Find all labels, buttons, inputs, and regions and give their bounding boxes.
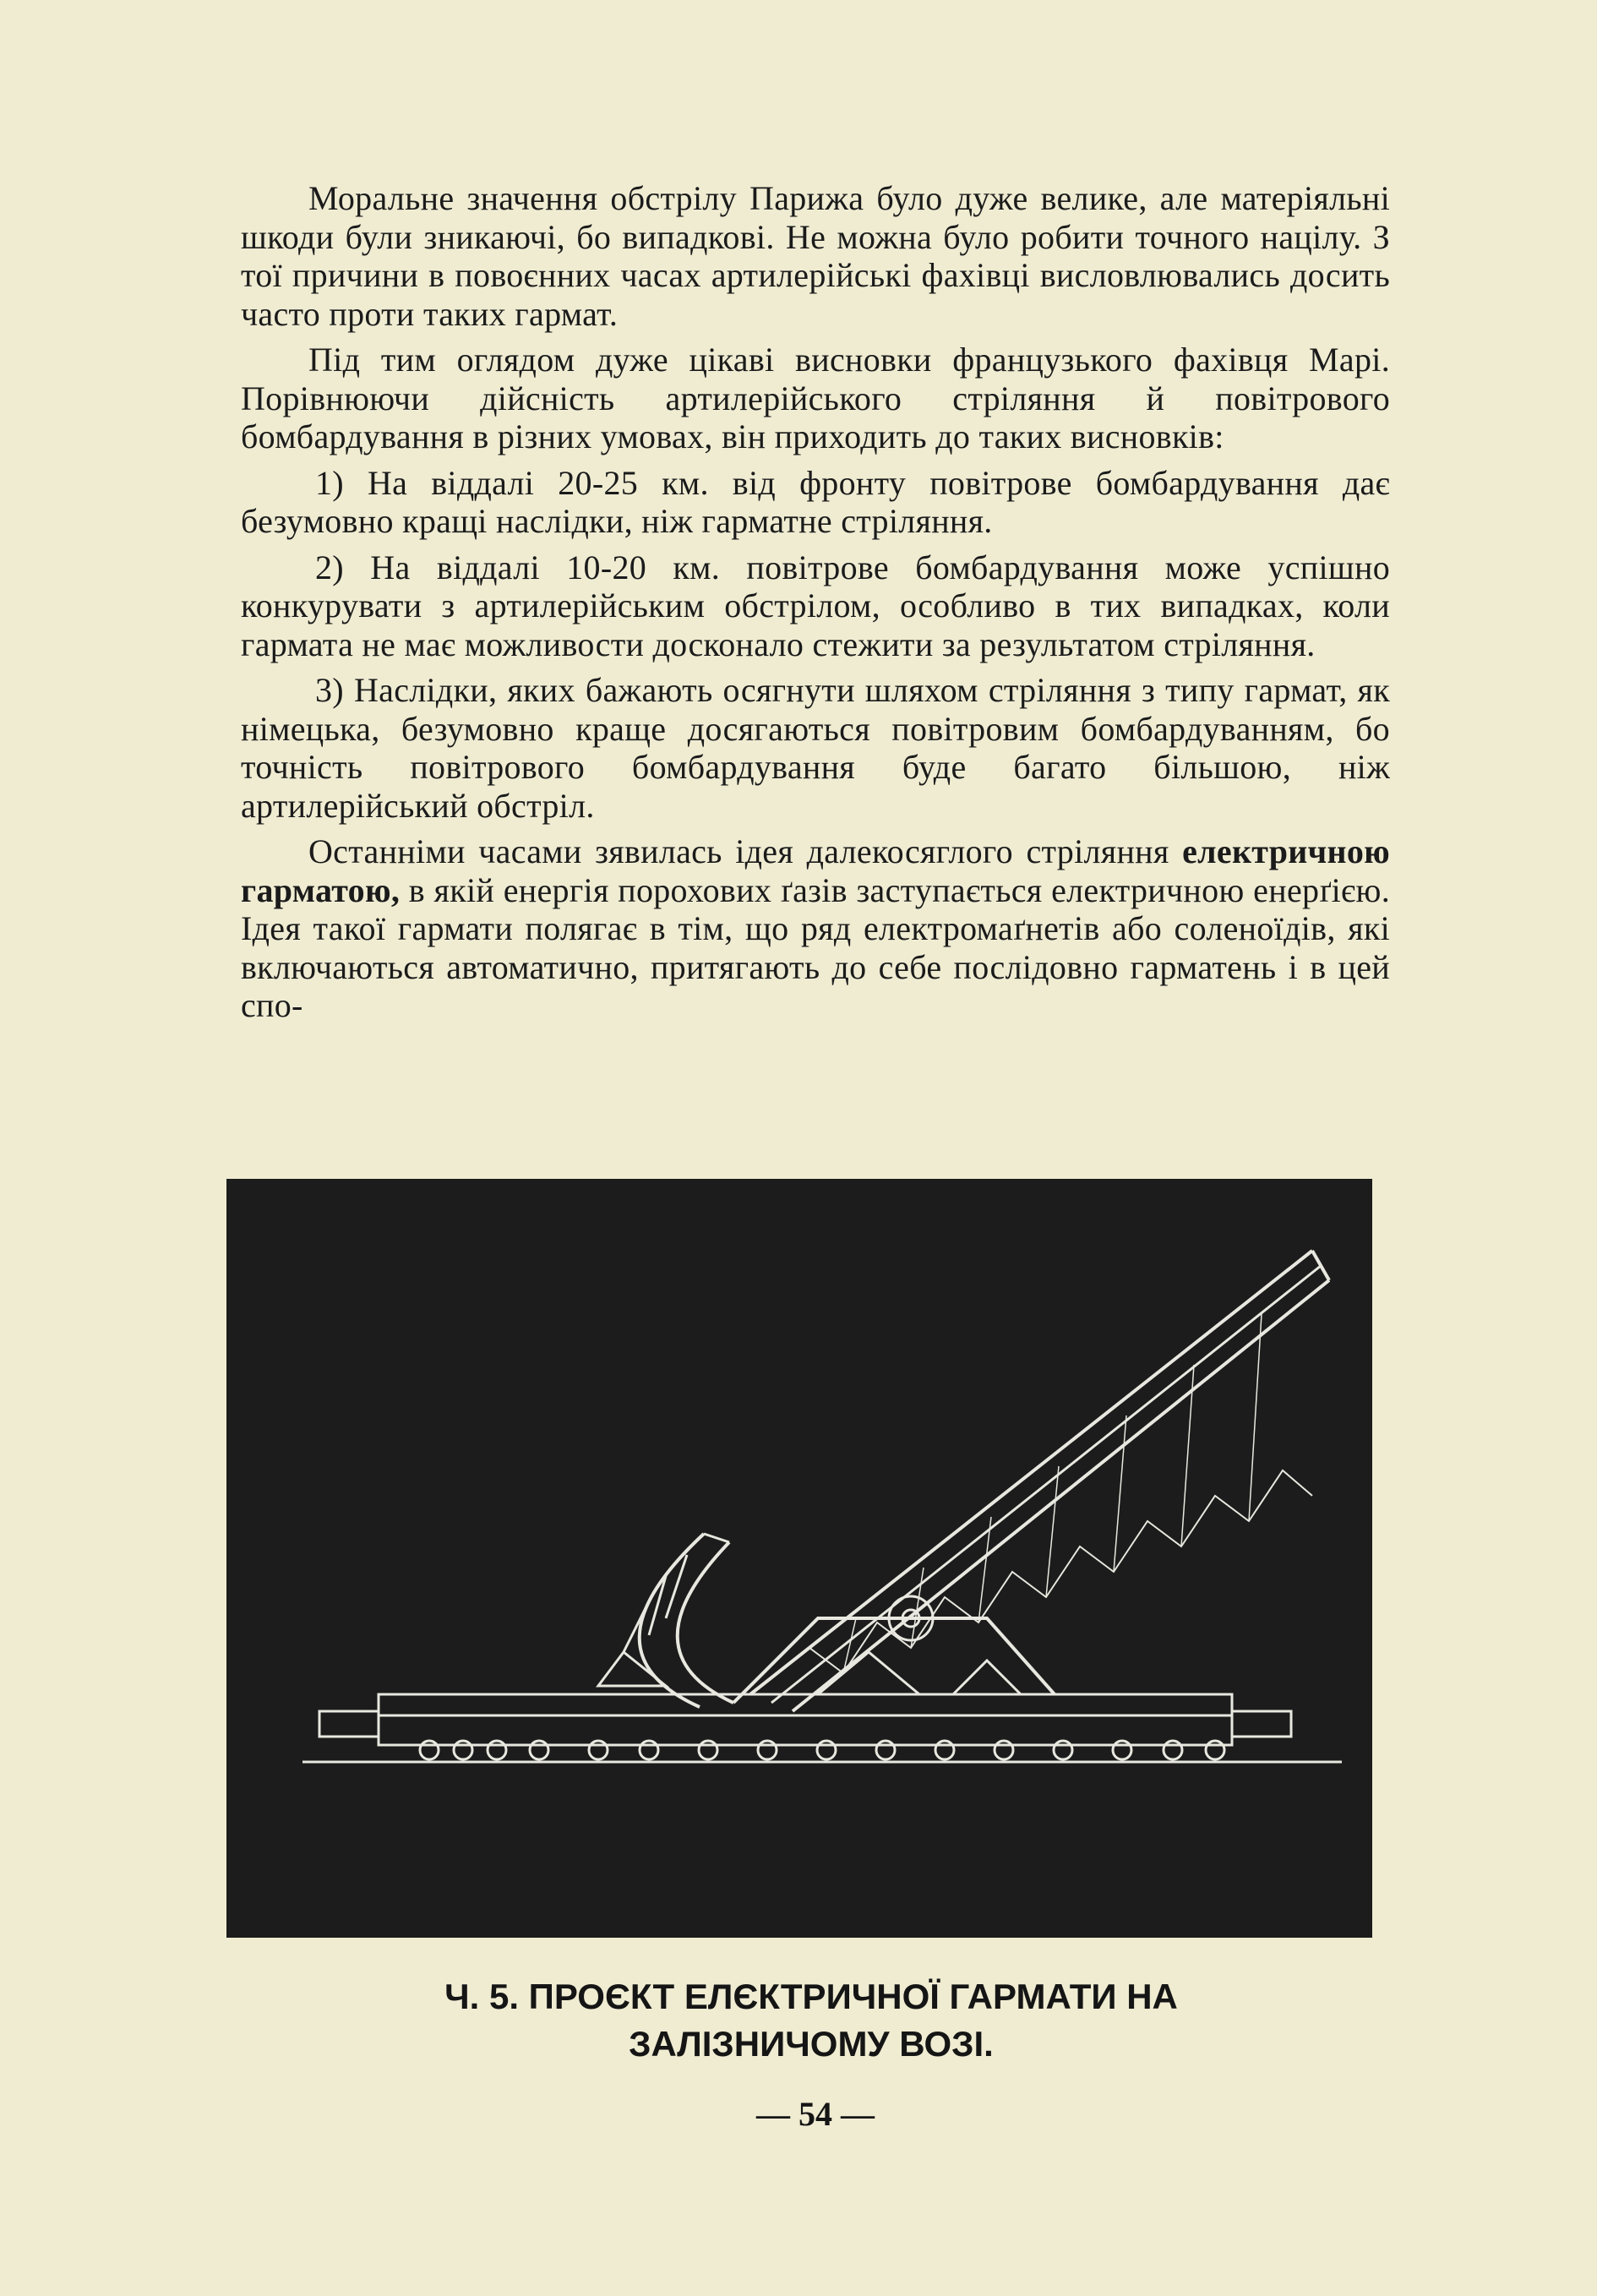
- caption-line: ЗАЛІЗНИЧОМУ ВОЗІ.: [629, 2024, 994, 2064]
- figure-caption: [321, 1973, 1301, 2068]
- paragraph-end: в якій енергія порохових ґазів заступається електричною енерґією. Ідея такої гармати полягає в тім, що ряд електромаґнетів або соленоїдів, які включаються автоматично, притягають до себе послідовно гарматень і в цей спо-: [241, 870, 1390, 1024]
- gun-barrel-truss: [750, 1251, 1329, 1711]
- wheels: [420, 1741, 1224, 1759]
- caption-line: Ч. 5. ПРОЄКТ ЕЛЄКТРИЧНОЇ ГАРМАТИ НА: [444, 1977, 1178, 2016]
- electric-gun-railway-illustration: [226, 1179, 1372, 1938]
- paragraph-start: Останніми часами зявилась ідея далекосяглого стріляння: [308, 832, 1183, 870]
- paragraph-bold-term: електричною гарматою,: [241, 832, 1390, 909]
- page-number: — 54 —: [756, 2095, 875, 2133]
- paragraph-electric-gun: [241, 832, 1390, 1025]
- conclusion-item: 2) На віддалі 10-20 км. повітрове бомбардування може успішно конкурувати з артилерійським обстрілом, особливо в тих випадках, коли гармата не має можливости досконало стежити за результатом стріляння.: [241, 548, 1390, 663]
- support-arc: [678, 1542, 733, 1703]
- conclusion-item: 3) Наслідки, яких бажають осягнути шляхом стріляння з типу гармат, як німецька, безумовно краще досягаються повітровим бомбардуванням, бо точність повітрового бомбардування буде багато більшою, ніж артилерійський обстріл.: [241, 671, 1390, 825]
- conclusion-item: 1) На віддалі 20-25 км. від фронту повітрове бомбардування дає безумовно кращі наслідки, ніж гарматне стріляння.: [241, 463, 1390, 540]
- paragraph: Моральне значення обстрілу Парижа було дуже велике, але матеріяльні шкоди були зникаючі, бо випадкові. Не можна було робити точного націлу. З тої причини в повоєнних часах артилерійські фахівці висловлювались досить часто проти таких гармат.: [241, 179, 1390, 333]
- body-text: [241, 179, 1390, 1033]
- gun-drawing: [226, 1179, 1372, 1938]
- paragraph: Під тим оглядом дуже цікаві висновки французького фахівця Марі. Порівнюючи дійсність артилерійського стріляння й повітрового бомбардування в різних умовах, він приходить до таких висновків:: [241, 341, 1390, 455]
